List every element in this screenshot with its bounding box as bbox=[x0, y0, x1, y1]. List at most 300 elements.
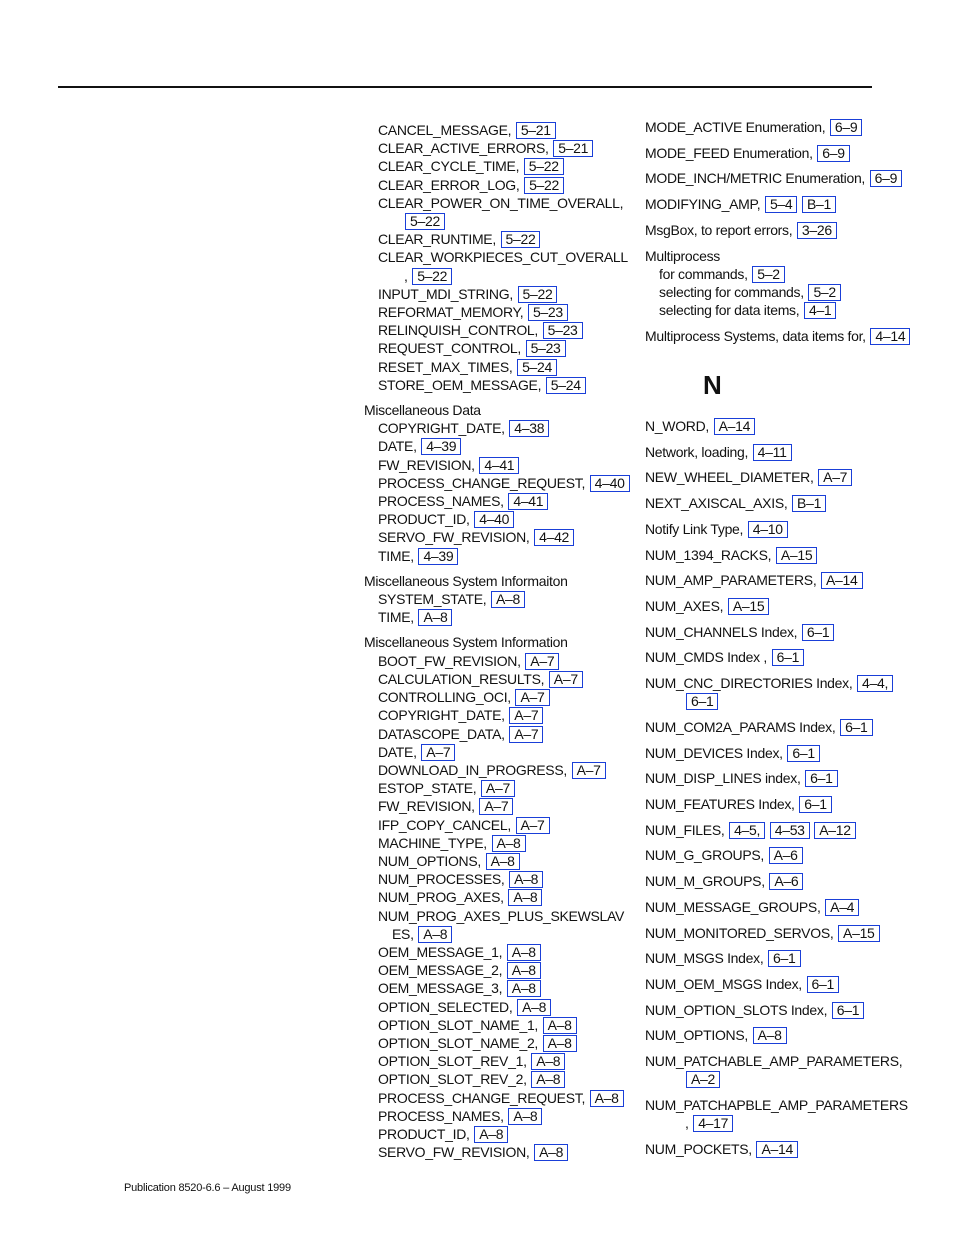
index-entry bbox=[364, 510, 626, 528]
entry-label: DATE, bbox=[378, 743, 417, 760]
page-reference-link[interactable]: 5–2 bbox=[808, 284, 840, 301]
index-entry bbox=[364, 1052, 626, 1070]
page-reference-link[interactable]: A–8 bbox=[531, 1053, 565, 1070]
page-reference-link[interactable]: 5–24 bbox=[546, 377, 586, 394]
page-reference-link[interactable]: A–8 bbox=[534, 1144, 568, 1161]
index-entry bbox=[645, 872, 915, 890]
index-entry bbox=[364, 248, 626, 266]
entry-label: NUM_PROCESSES, bbox=[378, 871, 505, 888]
index-entry bbox=[645, 169, 915, 187]
index-entry bbox=[645, 195, 915, 213]
index-entry bbox=[645, 795, 915, 813]
entry-label: TIME, bbox=[378, 547, 414, 564]
page-reference-link[interactable]: 4–39 bbox=[421, 438, 461, 455]
index-entry-group bbox=[645, 1026, 915, 1044]
page-reference-link[interactable]: A–8 bbox=[507, 980, 541, 997]
index-entry-group bbox=[645, 1140, 915, 1158]
page-reference-link[interactable]: 5–21 bbox=[516, 122, 556, 139]
index-entry-group bbox=[645, 623, 915, 641]
entry-label: CLEAR_ERROR_LOG, bbox=[378, 176, 520, 193]
page-reference-link[interactable]: 4–5, bbox=[729, 822, 765, 839]
entry-label: selecting for data items, bbox=[659, 302, 800, 319]
index-entry-group bbox=[645, 571, 915, 589]
index-entry bbox=[364, 194, 626, 212]
index-entry-group bbox=[645, 975, 915, 993]
entry-label: CLEAR_POWER_ON_TIME_OVERALL, bbox=[378, 194, 624, 211]
page-reference-link[interactable]: A–7 bbox=[818, 469, 852, 486]
index-entry bbox=[364, 816, 626, 834]
index-entry bbox=[364, 652, 626, 670]
entry-label: OEM_MESSAGE_1, bbox=[378, 943, 503, 960]
entry-label: CONTROLLING_OCI, bbox=[378, 689, 511, 706]
entry-label: BOOT_FW_REVISION, bbox=[378, 652, 521, 669]
index-entry bbox=[645, 1026, 915, 1044]
index-entry bbox=[364, 157, 626, 175]
index-entry bbox=[645, 118, 915, 136]
page-reference-link[interactable]: 3–26 bbox=[797, 222, 837, 239]
index-entry bbox=[645, 1140, 915, 1158]
page-reference-link[interactable]: A–8 bbox=[486, 853, 520, 870]
entry-label: NUM_MONITORED_SERVOS, bbox=[645, 924, 834, 941]
page-reference-link[interactable]: 5–22 bbox=[524, 158, 564, 175]
entry-label: NUM_G_GROUPS, bbox=[645, 847, 765, 864]
index-entry-group bbox=[645, 1052, 915, 1088]
index-entry-group bbox=[645, 821, 915, 839]
page-reference-link[interactable]: A–2 bbox=[686, 1071, 720, 1088]
index-entry bbox=[364, 779, 626, 797]
page-reference-link[interactable]: A–14 bbox=[821, 572, 863, 589]
page-reference-link[interactable]: 6–9 bbox=[870, 170, 902, 187]
page-reference-link[interactable]: A–7 bbox=[509, 726, 543, 743]
index-entry bbox=[364, 706, 626, 724]
entry-label: CLEAR_CYCLE_TIME, bbox=[378, 158, 520, 175]
page-reference-link[interactable]: A–8 bbox=[492, 835, 526, 852]
index-entry-group bbox=[645, 898, 915, 916]
entry-label: NUM_PATCHAPBLE_AMP_PARAMETERS bbox=[645, 1097, 908, 1114]
page-reference-link[interactable]: A–8 bbox=[531, 1071, 565, 1088]
index-entry bbox=[645, 975, 915, 993]
entry-label: NUM_FEATURES Index, bbox=[645, 796, 795, 813]
entry-label: NUM_OPTIONS, bbox=[645, 1027, 748, 1044]
page-reference-link[interactable]: 4–40 bbox=[474, 511, 514, 528]
index-entry-group bbox=[645, 597, 915, 615]
entry-label: CLEAR_WORKPIECES_CUT_OVERALL bbox=[378, 249, 628, 266]
index-entry bbox=[364, 761, 626, 779]
page-reference-link[interactable]: 5–22 bbox=[524, 177, 564, 194]
entry-label: NUM_CNC_DIRECTORIES Index, bbox=[645, 675, 853, 692]
index-entry bbox=[364, 608, 626, 626]
index-entry bbox=[645, 1052, 915, 1070]
page-reference-link[interactable]: A–7 bbox=[516, 817, 550, 834]
entry-label: Multiprocess Systems, data items for, bbox=[645, 327, 866, 344]
entry-label: OPTION_SLOT_NAME_1, bbox=[378, 1016, 539, 1033]
index-entry bbox=[645, 623, 915, 641]
index-entry bbox=[364, 492, 626, 510]
entry-label: Network, loading, bbox=[645, 443, 749, 460]
entry-label: RESET_MAX_TIMES, bbox=[378, 358, 513, 375]
index-entry bbox=[364, 1016, 626, 1034]
index-entry bbox=[364, 1107, 626, 1125]
index-entry bbox=[364, 121, 626, 139]
index-entry bbox=[364, 285, 626, 303]
page-reference-link[interactable]: 5–24 bbox=[517, 359, 557, 376]
page-reference-link[interactable]: A–15 bbox=[838, 925, 880, 942]
page-reference-link[interactable]: 4–17 bbox=[693, 1115, 733, 1132]
entry-label: ES, bbox=[392, 925, 414, 942]
entry-label: , bbox=[404, 267, 408, 284]
page-reference-link[interactable]: A–7 bbox=[421, 744, 455, 761]
entry-label: NUM_AXES, bbox=[645, 597, 724, 614]
page-reference-link[interactable]: 5–2 bbox=[752, 266, 784, 283]
entry-label: COPYRIGHT_DATE, bbox=[378, 707, 505, 724]
entry-label: REQUEST_CONTROL, bbox=[378, 340, 521, 357]
page-reference-link[interactable]: 5–21 bbox=[553, 140, 593, 157]
index-entry bbox=[364, 1070, 626, 1088]
index-entry-group bbox=[645, 221, 915, 239]
page-reference-link[interactable]: 4–14 bbox=[870, 328, 910, 345]
index-entry-group bbox=[645, 674, 915, 710]
index-entry bbox=[364, 303, 626, 321]
page-reference-link[interactable]: 5–22 bbox=[412, 268, 452, 285]
page-reference-link[interactable]: 6–1 bbox=[787, 745, 819, 762]
page-reference-link[interactable]: 5–4 bbox=[765, 196, 797, 213]
page-reference-link[interactable]: 6–1 bbox=[772, 649, 804, 666]
page-reference-link[interactable]: A–8 bbox=[509, 871, 543, 888]
entry-label: , bbox=[685, 1115, 689, 1132]
entry-label: CANCEL_MESSAGE, bbox=[378, 122, 512, 138]
index-entry bbox=[364, 961, 626, 979]
entry-label: NUM_M_GROUPS, bbox=[645, 873, 765, 890]
page-reference-link[interactable]: A–4 bbox=[825, 899, 859, 916]
entry-label: NUM_OEM_MSGS Index, bbox=[645, 976, 802, 992]
page-reference-link[interactable]: A–14 bbox=[756, 1141, 798, 1158]
index-entry bbox=[645, 898, 915, 916]
index-entry bbox=[364, 528, 626, 546]
index-entry-group bbox=[645, 169, 915, 187]
entry-label: NUM_CHANNELS Index, bbox=[645, 623, 798, 640]
index-entry bbox=[364, 870, 626, 888]
entry-label: FW_REVISION, bbox=[378, 456, 475, 473]
entry-label: NUM_COM2A_PARAMS Index, bbox=[645, 718, 836, 735]
index-entry bbox=[364, 852, 626, 870]
index-entry bbox=[364, 943, 626, 961]
index-entry bbox=[364, 376, 626, 394]
page-reference-link[interactable]: A–7 bbox=[479, 798, 513, 815]
index-entry bbox=[364, 979, 626, 997]
header-rule bbox=[58, 86, 872, 88]
page-reference-link[interactable]: 6–1 bbox=[768, 950, 800, 967]
page-reference-link[interactable]: 6–9 bbox=[830, 119, 862, 136]
index-entry bbox=[364, 725, 626, 743]
page-reference-link[interactable]: 4–42 bbox=[534, 529, 574, 546]
page-reference-link[interactable]: A–8 bbox=[474, 1126, 508, 1143]
entry-label: DATE, bbox=[378, 438, 417, 455]
index-entry bbox=[645, 769, 915, 787]
entry-label: OPTION_SLOT_REV_1, bbox=[378, 1053, 527, 1070]
page-reference-link[interactable]: 6–1 bbox=[802, 624, 834, 641]
index-entry bbox=[364, 547, 626, 565]
entry-label: REFORMAT_MEMORY, bbox=[378, 304, 524, 321]
entry-label: CLEAR_ACTIVE_ERRORS, bbox=[378, 140, 549, 157]
index-entry bbox=[645, 674, 915, 692]
index-entry bbox=[364, 339, 626, 357]
index-entry bbox=[364, 139, 626, 157]
entry-label: NUM_POCKETS, bbox=[645, 1140, 752, 1157]
index-entry bbox=[364, 998, 626, 1016]
entry-label: SERVO_FW_REVISION, bbox=[378, 1144, 530, 1161]
entry-label: MODE_FEED Enumeration, bbox=[645, 144, 813, 161]
page-reference-link[interactable]: A–7 bbox=[515, 689, 549, 706]
index-entry bbox=[364, 743, 626, 761]
index-entry bbox=[645, 301, 915, 319]
index-entry-group bbox=[645, 872, 915, 890]
index-entry bbox=[645, 221, 915, 239]
group-heading: Miscellaneous System Informaiton bbox=[364, 572, 568, 589]
page-reference-link[interactable]: 5–22 bbox=[518, 286, 558, 303]
index-entry-group bbox=[645, 546, 915, 564]
index-entry bbox=[364, 670, 626, 688]
page-reference-link[interactable]: 5–23 bbox=[543, 322, 583, 339]
page-reference-link[interactable]: A–8 bbox=[508, 889, 542, 906]
page-reference-link[interactable]: A–6 bbox=[769, 847, 803, 864]
index-entry bbox=[645, 949, 915, 967]
group-heading: Miscellaneous Data bbox=[364, 402, 481, 419]
group-heading: Miscellaneous System Information bbox=[364, 634, 568, 651]
index-entry bbox=[364, 925, 626, 943]
index-entry-group bbox=[645, 846, 915, 864]
entry-label: NUM_CMDS Index , bbox=[645, 649, 768, 666]
entry-label: ESTOP_STATE, bbox=[378, 780, 477, 797]
index-entry bbox=[645, 744, 915, 762]
page-reference-link[interactable]: 4–39 bbox=[418, 548, 458, 565]
misc-system-informaiton-group bbox=[364, 572, 626, 627]
index-entry-group bbox=[645, 118, 915, 136]
index-entry bbox=[364, 590, 626, 608]
index-entry bbox=[645, 648, 915, 666]
index-entry bbox=[645, 265, 915, 283]
index-entry-group bbox=[645, 1096, 915, 1132]
index-entry bbox=[364, 230, 626, 248]
page-reference-link[interactable]: A–7 bbox=[481, 780, 515, 797]
index-entry-group bbox=[645, 744, 915, 762]
misc-data-group bbox=[364, 401, 626, 565]
page-reference-link[interactable]: 6–1 bbox=[799, 796, 831, 813]
index-entry-group bbox=[645, 247, 915, 320]
index-entry bbox=[364, 1034, 626, 1052]
index-entry bbox=[645, 417, 915, 435]
entry-label: MODE_INCH/METRIC Enumeration, bbox=[645, 170, 866, 187]
index-entry-group bbox=[645, 195, 915, 213]
page-reference-link[interactable]: A–8 bbox=[590, 1090, 624, 1107]
entry-label: NUM_MSGS Index, bbox=[645, 950, 764, 967]
entry-label: MsgBox, to report errors, bbox=[645, 221, 793, 238]
page-reference-link[interactable]: 6–1 bbox=[805, 770, 837, 787]
index-entry bbox=[364, 1089, 626, 1107]
page-reference-link[interactable]: 5–23 bbox=[528, 304, 568, 321]
entry-label: Notify Link Type, bbox=[645, 520, 744, 537]
index-entry bbox=[364, 688, 626, 706]
page-reference-link[interactable]: A–8 bbox=[753, 1027, 787, 1044]
entry-label: SERVO_FW_REVISION, bbox=[378, 529, 530, 546]
page-reference-link[interactable]: 4–1 bbox=[804, 302, 836, 319]
page-reference-link[interactable]: A–8 bbox=[543, 1017, 577, 1034]
page-reference-link[interactable]: 5–23 bbox=[526, 340, 566, 357]
entry-label: MACHINE_TYPE, bbox=[378, 834, 487, 851]
index-entry-group bbox=[645, 520, 915, 538]
index-column-right bbox=[645, 118, 915, 1166]
publication-footer: Publication 8520-6.6 – August 1999 bbox=[124, 1182, 291, 1194]
entry-label: PROCESS_CHANGE_REQUEST, bbox=[378, 474, 586, 491]
page-reference-link[interactable]: A–8 bbox=[508, 1108, 542, 1125]
entry-label: PROCESS_CHANGE_REQUEST, bbox=[378, 1089, 586, 1106]
entry-label: NUM_OPTIONS, bbox=[378, 852, 481, 869]
entry-label: TIME, bbox=[378, 609, 414, 626]
page-reference-link[interactable]: 4–4, bbox=[857, 675, 893, 692]
index-entry-group bbox=[645, 795, 915, 813]
index-entry bbox=[645, 692, 915, 710]
index-entry bbox=[645, 468, 915, 486]
entry-label: RELINQUISH_CONTROL, bbox=[378, 322, 538, 339]
page-reference-link[interactable]: A–14 bbox=[714, 418, 756, 435]
entry-label: PROCESS_NAMES, bbox=[378, 493, 504, 510]
page-reference-link[interactable]: A–8 bbox=[543, 1035, 577, 1052]
page-reference-link[interactable]: 4–40 bbox=[590, 475, 630, 492]
page-reference-link[interactable]: A–8 bbox=[418, 609, 452, 626]
index-entry bbox=[364, 358, 626, 376]
page-reference-link[interactable]: B–1 bbox=[792, 495, 826, 512]
entry-label: NUM_1394_RACKS, bbox=[645, 546, 772, 563]
index-entry bbox=[364, 797, 626, 815]
index-entry bbox=[645, 597, 915, 615]
entry-label: NEXT_AXISCAL_AXIS, bbox=[645, 495, 788, 512]
entry-label: OEM_MESSAGE_3, bbox=[378, 980, 503, 997]
index-entry-group bbox=[645, 443, 915, 461]
page-reference-link[interactable]: A–15 bbox=[728, 598, 770, 615]
index-entry bbox=[645, 924, 915, 942]
entry-label: PRODUCT_ID, bbox=[378, 1125, 470, 1142]
commands-group bbox=[364, 121, 626, 394]
page-reference-link[interactable]: A–8 bbox=[507, 962, 541, 979]
page-reference-link[interactable]: A–8 bbox=[507, 944, 541, 961]
page-reference-link[interactable]: A–8 bbox=[517, 999, 551, 1016]
entry-label: N_WORD, bbox=[645, 418, 710, 435]
page-reference-link[interactable]: A–8 bbox=[418, 926, 452, 943]
page-reference-link[interactable]: A–7 bbox=[549, 671, 583, 688]
page-reference-link[interactable]: 5–22 bbox=[501, 231, 541, 248]
entry-label: OPTION_SLOT_NAME_2, bbox=[378, 1034, 539, 1051]
page-reference-link[interactable]: A–7 bbox=[525, 653, 559, 670]
entry-label: COPYRIGHT_DATE, bbox=[378, 420, 505, 437]
index-entry bbox=[645, 327, 915, 345]
index-column-left bbox=[364, 118, 626, 1161]
entry-label: NUM_FILES, bbox=[645, 821, 725, 838]
n-entries bbox=[645, 417, 915, 1158]
page-reference-link[interactable]: 6–9 bbox=[817, 145, 849, 162]
entry-label: OPTION_SLOT_REV_2, bbox=[378, 1071, 527, 1088]
page-reference-link[interactable]: 4–38 bbox=[509, 420, 549, 437]
page-reference-link[interactable]: A–8 bbox=[491, 591, 525, 608]
index-entry bbox=[364, 456, 626, 474]
index-entry bbox=[645, 494, 915, 512]
page-reference-link[interactable]: A–7 bbox=[509, 707, 543, 724]
entry-label: selecting for commands, bbox=[659, 283, 804, 300]
index-entry bbox=[645, 247, 915, 265]
index-entry bbox=[364, 267, 626, 285]
index-entry-group bbox=[645, 769, 915, 787]
page-reference-link[interactable]: B–1 bbox=[802, 196, 836, 213]
page-reference-link[interactable]: 4–10 bbox=[748, 521, 788, 538]
entry-label: MODE_ACTIVE Enumeration, bbox=[645, 119, 826, 135]
section-letter: N bbox=[703, 370, 722, 401]
index-entry bbox=[645, 718, 915, 736]
page-reference-link[interactable]: 6–1 bbox=[807, 976, 839, 993]
index-entry bbox=[364, 437, 626, 455]
index-entry-group bbox=[645, 417, 915, 435]
index-entry bbox=[645, 1096, 915, 1114]
entry-label: PROCESS_NAMES, bbox=[378, 1107, 504, 1124]
page-reference-link[interactable]: A–15 bbox=[776, 547, 818, 564]
index-entry bbox=[364, 321, 626, 339]
page-reference-link[interactable]: 4–53 bbox=[770, 822, 810, 839]
entry-label: Multiprocess bbox=[645, 247, 720, 264]
index-entry bbox=[364, 419, 626, 437]
page-reference-link[interactable]: A–12 bbox=[814, 822, 856, 839]
entry-label: NEW_WHEEL_DIAMETER, bbox=[645, 469, 814, 486]
page-reference-link[interactable]: 6–1 bbox=[686, 693, 718, 710]
index-entry-group bbox=[645, 718, 915, 736]
index-entry bbox=[645, 144, 915, 162]
entry-label: FW_REVISION, bbox=[378, 798, 475, 815]
index-entry bbox=[645, 443, 915, 461]
entry-label: NUM_MESSAGE_GROUPS, bbox=[645, 898, 821, 915]
index-entry bbox=[645, 1070, 915, 1088]
index-entry bbox=[364, 888, 626, 906]
entry-label: CLEAR_RUNTIME, bbox=[378, 231, 496, 248]
index-entry bbox=[645, 520, 915, 538]
index-entry bbox=[364, 907, 626, 925]
m-entries bbox=[645, 118, 915, 345]
index-entry bbox=[364, 474, 626, 492]
page-reference-link[interactable]: 4–41 bbox=[508, 493, 548, 510]
index-entry bbox=[364, 1143, 626, 1161]
index-entry bbox=[364, 176, 626, 194]
page-reference-link[interactable]: A–7 bbox=[572, 762, 606, 779]
index-entry bbox=[645, 821, 915, 839]
entry-label: OEM_MESSAGE_2, bbox=[378, 962, 503, 979]
index-entry bbox=[645, 846, 915, 864]
entry-label: NUM_PATCHABLE_AMP_PARAMETERS, bbox=[645, 1053, 903, 1070]
entry-label: NUM_DISP_LINES index, bbox=[645, 770, 801, 787]
page-reference-link[interactable]: 4–41 bbox=[479, 457, 519, 474]
page-reference-link[interactable]: 5–22 bbox=[405, 213, 445, 230]
entry-label: CALCULATION_RESULTS, bbox=[378, 670, 545, 687]
page-reference-link[interactable]: 4–11 bbox=[753, 444, 792, 461]
entry-label: PRODUCT_ID, bbox=[378, 511, 470, 528]
index-entry-group bbox=[645, 144, 915, 162]
index-entry bbox=[364, 834, 626, 852]
entry-label: IFP_COPY_CANCEL, bbox=[378, 816, 511, 833]
index-entry bbox=[645, 1001, 915, 1019]
index-entry bbox=[645, 571, 915, 589]
index-entry-group bbox=[645, 494, 915, 512]
entry-label: NUM_OPTION_SLOTS Index, bbox=[645, 1001, 828, 1018]
page-reference-link[interactable]: A–6 bbox=[769, 873, 803, 890]
page-reference-link[interactable]: 6–1 bbox=[840, 719, 872, 736]
entry-label: OPTION_SELECTED, bbox=[378, 998, 513, 1015]
page-reference-link[interactable]: 6–1 bbox=[832, 1002, 864, 1019]
misc-system-information-group bbox=[364, 633, 626, 1161]
entry-label: NUM_DEVICES Index, bbox=[645, 744, 783, 761]
